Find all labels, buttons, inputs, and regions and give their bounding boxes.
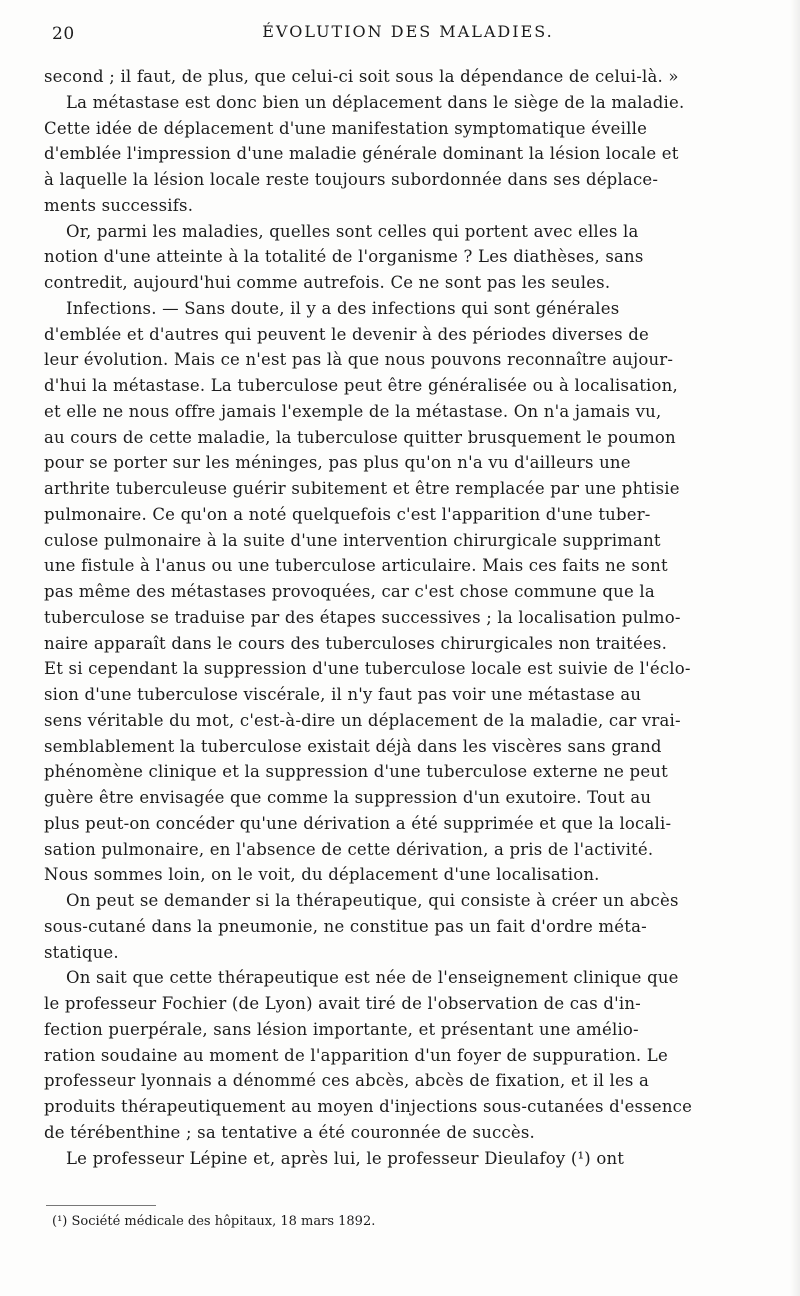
text-line: ments successifs. — [44, 195, 194, 215]
text-line: d'emblée l'impression d'une maladie générale dominant la lésion locale et — [44, 144, 679, 164]
text-line: fection puerpérale, sans lésion importante, et présentant une amélio- — [44, 1019, 639, 1039]
text-line: d'emblée et d'autres qui peuvent le devenir à des périodes diverses de — [44, 324, 649, 344]
page-number: 20 — [52, 24, 75, 44]
text-line: de térébenthine ; sa tentative a été couronnée de succès. — [44, 1122, 535, 1142]
page-header — [52, 16, 764, 46]
text-line: pulmonaire. Ce qu'on a noté quelquefois c'est l'apparition d'une tuber- — [44, 504, 651, 524]
text-line: arthrite tuberculeuse guérir subitement et être remplacée par une phtisie — [44, 479, 680, 498]
text-line: La métastase est donc bien un déplacement dans le siège de la maladie. — [66, 92, 685, 112]
text-line: Cette idée de déplacement d'une manifestation symptomatique éveille — [44, 118, 648, 138]
text-line: second ; il faut, de plus, que celui-ci soit sous la dépendance de celui-là. » — [44, 67, 679, 86]
footnote: (¹) Société médicale des hôpitaux, 18 mars 1892. — [52, 1214, 376, 1229]
text-line: phénomène clinique et la suppression d'une tuberculose externe ne peut — [44, 762, 668, 782]
text-line: d'hui la métastase. La tuberculose peut être généralisée ou à localisation, — [44, 376, 678, 395]
running-title: ÉVOLUTION DES MALADIES. — [262, 22, 554, 41]
text-line: Et si cependant la suppression d'une tuberculose locale est suivie de l'éclo- — [44, 659, 691, 679]
text-line: produits thérapeutiquement au moyen d'injections sous-cutanées d'essence — [44, 1097, 693, 1116]
text-line: le professeur Fochier (de Lyon) avait tiré de l'observation de cas d'in- — [44, 994, 641, 1013]
page-edge-shadow — [790, 0, 800, 1296]
text-line: guère être envisagée que comme la suppression d'un exutoire. Tout au — [44, 788, 652, 807]
text-line: On sait que cette thérapeutique est née de l'enseignement clinique que — [66, 968, 679, 988]
text-line: tuberculose se traduise par des étapes successives ; la localisation pulmo- — [44, 607, 681, 627]
text-line: Le professeur Lépine et, après lui, le professeur Dieulafoy (¹) ont — [66, 1148, 625, 1168]
text-line: notion d'une atteinte à la totalité de l'organisme ? Les diathèses, sans — [44, 247, 644, 267]
text-line: On peut se demander si la thérapeutique, qui consiste à créer un abcès — [66, 891, 679, 910]
text-line: contredit, aujourd'hui comme autrefois. Ce ne sont pas les seules. — [44, 273, 611, 292]
text-line: Or, parmi les maladies, quelles sont celles qui portent avec elles la — [66, 221, 639, 241]
text-line: culose pulmonaire à la suite d'une intervention chirurgicale supprimant — [44, 530, 661, 550]
text-line: leur évolution. Mais ce n'est pas là que nous pouvons reconnaître aujour- — [44, 350, 674, 370]
text-line: statique. — [44, 942, 119, 962]
text-line: ration soudaine au moment de l'apparition d'un foyer de suppuration. Le — [44, 1045, 668, 1065]
text-line: pas même des métastases provoquées, car c'est chose commune que la — [44, 582, 655, 601]
text-line: sion d'une tuberculose viscérale, il n'y faut pas voir une métastase au — [44, 685, 642, 704]
text-line: et elle ne nous offre jamais l'exemple de la métastase. On n'a jamais vu, — [44, 401, 662, 421]
text-line: au cours de cette maladie, la tuberculose quitter brusquement le poumon — [44, 427, 676, 447]
text-line: sation pulmonaire, en l'absence de cette dérivation, a pris de l'activité. — [44, 839, 654, 859]
text-line: sens véritable du mot, c'est-à-dire un déplacement de la maladie, car vrai- — [44, 710, 681, 730]
text-line: Infections. — Sans doute, il y a des infections qui sont générales — [66, 298, 620, 318]
text-line: sous-cutané dans la pneumonie, ne constitue pas un fait d'ordre méta- — [44, 916, 647, 936]
text-line: à laquelle la lésion locale reste toujours subordonnée dans ses déplace- — [44, 170, 659, 189]
text-line: semblablement la tuberculose existait déjà dans les viscères sans grand — [44, 736, 662, 756]
text-line: plus peut-on concéder qu'une dérivation a été supprimée et que la locali- — [44, 813, 672, 833]
footnote-rule — [46, 1205, 156, 1206]
body-text — [44, 64, 772, 1171]
text-line: une fistule à l'anus ou une tuberculose articulaire. Mais ces faits ne sont — [44, 556, 668, 576]
text-line: professeur lyonnais a dénommé ces abcès, abcès de fixation, et il les a — [44, 1071, 650, 1091]
text-line: naire apparaît dans le cours des tuberculoses chirurgicales non traitées. — [44, 633, 668, 653]
text-line: pour se porter sur les méninges, pas plus qu'on n'a vu d'ailleurs une — [44, 453, 631, 473]
text-line: Nous sommes loin, on le voit, du déplacement d'une localisation. — [44, 865, 600, 885]
